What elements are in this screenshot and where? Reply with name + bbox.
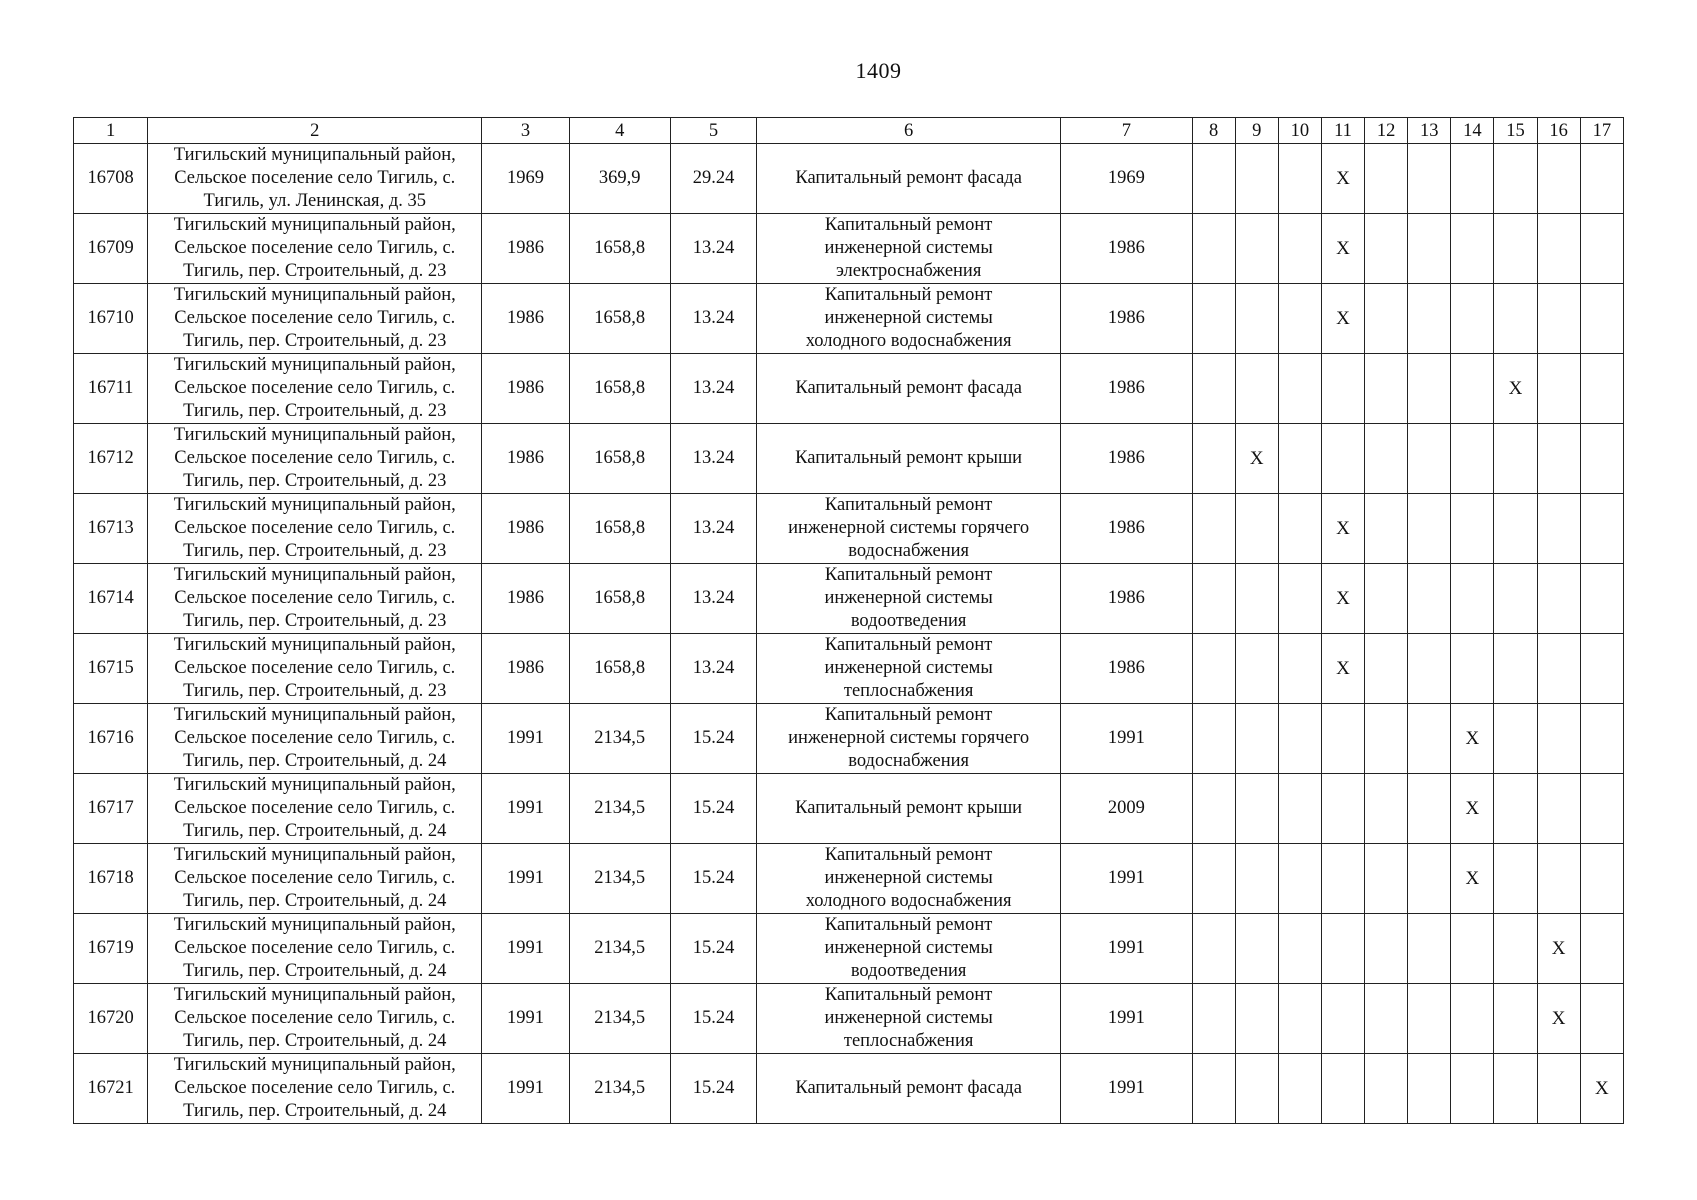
code: 15.24 (670, 704, 756, 774)
empty-cell (1365, 844, 1408, 914)
empty-cell (1278, 774, 1321, 844)
empty-cell (1192, 774, 1235, 844)
empty-cell (1537, 1054, 1580, 1124)
work-type: Капитальный ремонт инженерной системы холодного водоснабжения (757, 284, 1061, 354)
empty-cell (1580, 284, 1623, 354)
empty-cell (1278, 424, 1321, 494)
empty-cell (1451, 424, 1494, 494)
address: Тигильский муниципальный район, Сельское поселение село Тигиль, с. Тигиль, пер. Строительный, д. 24 (148, 844, 482, 914)
table-row (74, 844, 1624, 914)
area: 1658,8 (569, 424, 670, 494)
empty-cell (1580, 704, 1623, 774)
empty-cell (1408, 634, 1451, 704)
empty-cell (1580, 424, 1623, 494)
empty-cell (1235, 284, 1278, 354)
row-id: 16709 (74, 214, 148, 284)
empty-cell (1365, 214, 1408, 284)
empty-cell (1192, 1054, 1235, 1124)
row-id: 16719 (74, 914, 148, 984)
empty-cell (1494, 494, 1537, 564)
empty-cell (1580, 144, 1623, 214)
work-type: Капитальный ремонт фасада (757, 1054, 1061, 1124)
empty-cell (1451, 564, 1494, 634)
empty-cell (1494, 844, 1537, 914)
empty-cell (1192, 144, 1235, 214)
area: 1658,8 (569, 284, 670, 354)
code: 13.24 (670, 214, 756, 284)
empty-cell (1408, 144, 1451, 214)
empty-cell (1408, 494, 1451, 564)
row-id: 16716 (74, 704, 148, 774)
row-id: 16714 (74, 564, 148, 634)
empty-cell (1278, 494, 1321, 564)
code: 13.24 (670, 424, 756, 494)
empty-cell (1580, 844, 1623, 914)
column-header-4: 4 (569, 118, 670, 144)
repair-year: 1986 (1061, 634, 1192, 704)
empty-cell (1235, 844, 1278, 914)
work-type: Капитальный ремонт инженерной системы теплоснабжения (757, 634, 1061, 704)
empty-cell (1580, 214, 1623, 284)
empty-cell (1537, 214, 1580, 284)
repair-year: 1991 (1061, 844, 1192, 914)
address: Тигильский муниципальный район, Сельское поселение село Тигиль, с. Тигиль, пер. Строительный, д. 24 (148, 1054, 482, 1124)
address: Тигильский муниципальный район, Сельское поселение село Тигиль, с. Тигиль, пер. Строительный, д. 24 (148, 704, 482, 774)
mark-x: X (1580, 1054, 1623, 1124)
code: 15.24 (670, 844, 756, 914)
empty-cell (1408, 214, 1451, 284)
repair-year: 1986 (1061, 284, 1192, 354)
empty-cell (1321, 984, 1364, 1054)
work-type: Капитальный ремонт инженерной системы горячего водоснабжения (757, 494, 1061, 564)
mark-x: X (1321, 634, 1364, 704)
empty-cell (1192, 424, 1235, 494)
empty-cell (1321, 354, 1364, 424)
empty-cell (1192, 494, 1235, 564)
repair-register-table (73, 117, 1624, 1124)
empty-cell (1580, 634, 1623, 704)
empty-cell (1278, 844, 1321, 914)
empty-cell (1580, 914, 1623, 984)
column-header-16: 16 (1537, 118, 1580, 144)
build-year: 1986 (482, 284, 569, 354)
row-id: 16712 (74, 424, 148, 494)
area: 2134,5 (569, 704, 670, 774)
address: Тигильский муниципальный район, Сельское поселение село Тигиль, с. Тигиль, пер. Строительный, д. 23 (148, 284, 482, 354)
page-number: 1409 (855, 58, 902, 83)
empty-cell (1537, 284, 1580, 354)
empty-cell (1537, 844, 1580, 914)
code: 13.24 (670, 284, 756, 354)
empty-cell (1235, 494, 1278, 564)
address: Тигильский муниципальный район, Сельское поселение село Тигиль, с. Тигиль, пер. Строительный, д. 23 (148, 424, 482, 494)
repair-year: 2009 (1061, 774, 1192, 844)
column-header-8: 8 (1192, 118, 1235, 144)
empty-cell (1408, 284, 1451, 354)
build-year: 1986 (482, 424, 569, 494)
column-header-7: 7 (1061, 118, 1192, 144)
mark-x: X (1451, 704, 1494, 774)
address: Тигильский муниципальный район, Сельское поселение село Тигиль, с. Тигиль, пер. Строительный, д. 23 (148, 564, 482, 634)
column-header-15: 15 (1494, 118, 1537, 144)
mark-x: X (1451, 774, 1494, 844)
empty-cell (1365, 564, 1408, 634)
empty-cell (1537, 144, 1580, 214)
empty-cell (1365, 774, 1408, 844)
empty-cell (1365, 914, 1408, 984)
row-id: 16711 (74, 354, 148, 424)
empty-cell (1494, 424, 1537, 494)
empty-cell (1494, 1054, 1537, 1124)
empty-cell (1235, 634, 1278, 704)
empty-cell (1580, 564, 1623, 634)
empty-cell (1365, 494, 1408, 564)
empty-cell (1494, 214, 1537, 284)
column-header-13: 13 (1408, 118, 1451, 144)
area: 1658,8 (569, 494, 670, 564)
column-header-2: 2 (148, 118, 482, 144)
mark-x: X (1537, 914, 1580, 984)
work-type: Капитальный ремонт инженерной системы водоотведения (757, 564, 1061, 634)
work-type: Капитальный ремонт инженерной системы холодного водоснабжения (757, 844, 1061, 914)
address: Тигильский муниципальный район, Сельское поселение село Тигиль, с. Тигиль, ул. Ленинская, д. 35 (148, 144, 482, 214)
empty-cell (1321, 914, 1364, 984)
build-year: 1986 (482, 354, 569, 424)
code: 13.24 (670, 634, 756, 704)
empty-cell (1580, 354, 1623, 424)
row-id: 16715 (74, 634, 148, 704)
empty-cell (1494, 774, 1537, 844)
empty-cell (1278, 564, 1321, 634)
mark-x: X (1537, 984, 1580, 1054)
empty-cell (1537, 354, 1580, 424)
empty-cell (1494, 634, 1537, 704)
build-year: 1991 (482, 914, 569, 984)
build-year: 1969 (482, 144, 569, 214)
empty-cell (1451, 984, 1494, 1054)
mark-x: X (1321, 564, 1364, 634)
empty-cell (1365, 634, 1408, 704)
build-year: 1991 (482, 984, 569, 1054)
empty-cell (1408, 774, 1451, 844)
column-header-3: 3 (482, 118, 569, 144)
code: 15.24 (670, 774, 756, 844)
empty-cell (1192, 284, 1235, 354)
empty-cell (1192, 354, 1235, 424)
table-row (74, 704, 1624, 774)
table-row (74, 1054, 1624, 1124)
area: 1658,8 (569, 634, 670, 704)
empty-cell (1278, 354, 1321, 424)
empty-cell (1192, 984, 1235, 1054)
code: 15.24 (670, 984, 756, 1054)
empty-cell (1365, 704, 1408, 774)
repair-year: 1986 (1061, 214, 1192, 284)
empty-cell (1494, 564, 1537, 634)
table-body (74, 144, 1624, 1124)
column-header-12: 12 (1365, 118, 1408, 144)
table-row (74, 354, 1624, 424)
empty-cell (1537, 424, 1580, 494)
row-id: 16717 (74, 774, 148, 844)
empty-cell (1451, 144, 1494, 214)
repair-year: 1991 (1061, 1054, 1192, 1124)
code: 29.24 (670, 144, 756, 214)
mark-x: X (1321, 494, 1364, 564)
row-id: 16713 (74, 494, 148, 564)
mark-x: X (1321, 284, 1364, 354)
column-header-1: 1 (74, 118, 148, 144)
table-row (74, 284, 1624, 354)
empty-cell (1321, 1054, 1364, 1124)
empty-cell (1494, 914, 1537, 984)
area: 1658,8 (569, 214, 670, 284)
column-header-9: 9 (1235, 118, 1278, 144)
empty-cell (1278, 214, 1321, 284)
empty-cell (1278, 284, 1321, 354)
empty-cell (1365, 354, 1408, 424)
empty-cell (1494, 144, 1537, 214)
column-header-6: 6 (757, 118, 1061, 144)
table-row (74, 914, 1624, 984)
empty-cell (1235, 564, 1278, 634)
empty-cell (1537, 774, 1580, 844)
empty-cell (1192, 914, 1235, 984)
build-year: 1991 (482, 844, 569, 914)
empty-cell (1451, 914, 1494, 984)
column-header-11: 11 (1321, 118, 1364, 144)
empty-cell (1408, 564, 1451, 634)
empty-cell (1192, 214, 1235, 284)
empty-cell (1235, 214, 1278, 284)
empty-cell (1408, 844, 1451, 914)
work-type: Капитальный ремонт инженерной системы горячего водоснабжения (757, 704, 1061, 774)
table-row (74, 214, 1624, 284)
empty-cell (1321, 424, 1364, 494)
empty-cell (1235, 354, 1278, 424)
empty-cell (1365, 284, 1408, 354)
empty-cell (1494, 284, 1537, 354)
address: Тигильский муниципальный район, Сельское поселение село Тигиль, с. Тигиль, пер. Строительный, д. 23 (148, 494, 482, 564)
repair-year: 1991 (1061, 704, 1192, 774)
empty-cell (1580, 984, 1623, 1054)
empty-cell (1365, 144, 1408, 214)
column-header-14: 14 (1451, 118, 1494, 144)
empty-cell (1278, 914, 1321, 984)
mark-x: X (1494, 354, 1537, 424)
empty-cell (1408, 1054, 1451, 1124)
repair-year: 1991 (1061, 984, 1192, 1054)
build-year: 1986 (482, 634, 569, 704)
empty-cell (1278, 704, 1321, 774)
area: 2134,5 (569, 984, 670, 1054)
empty-cell (1494, 704, 1537, 774)
empty-cell (1494, 984, 1537, 1054)
table-row (74, 564, 1624, 634)
empty-cell (1192, 844, 1235, 914)
empty-cell (1278, 634, 1321, 704)
code: 13.24 (670, 494, 756, 564)
empty-cell (1451, 214, 1494, 284)
area: 2134,5 (569, 1054, 670, 1124)
empty-cell (1365, 1054, 1408, 1124)
work-type: Капитальный ремонт инженерной системы водоотведения (757, 914, 1061, 984)
empty-cell (1408, 914, 1451, 984)
code: 13.24 (670, 564, 756, 634)
empty-cell (1235, 774, 1278, 844)
empty-cell (1321, 774, 1364, 844)
address: Тигильский муниципальный район, Сельское поселение село Тигиль, с. Тигиль, пер. Строительный, д. 24 (148, 774, 482, 844)
address: Тигильский муниципальный район, Сельское поселение село Тигиль, с. Тигиль, пер. Строительный, д. 23 (148, 354, 482, 424)
empty-cell (1192, 634, 1235, 704)
empty-cell (1451, 354, 1494, 424)
table-row (74, 494, 1624, 564)
empty-cell (1235, 984, 1278, 1054)
empty-cell (1537, 634, 1580, 704)
area: 2134,5 (569, 844, 670, 914)
address: Тигильский муниципальный район, Сельское поселение село Тигиль, с. Тигиль, пер. Строительный, д. 24 (148, 984, 482, 1054)
table-row (74, 144, 1624, 214)
empty-cell (1365, 984, 1408, 1054)
mark-x: X (1321, 144, 1364, 214)
build-year: 1986 (482, 214, 569, 284)
build-year: 1991 (482, 1054, 569, 1124)
table-row (74, 774, 1624, 844)
column-header-5: 5 (670, 118, 756, 144)
row-id: 16721 (74, 1054, 148, 1124)
column-header-17: 17 (1580, 118, 1623, 144)
repair-year: 1986 (1061, 354, 1192, 424)
empty-cell (1537, 704, 1580, 774)
mark-x: X (1321, 214, 1364, 284)
empty-cell (1451, 634, 1494, 704)
address: Тигильский муниципальный район, Сельское поселение село Тигиль, с. Тигиль, пер. Строительный, д. 23 (148, 214, 482, 284)
area: 369,9 (569, 144, 670, 214)
build-year: 1986 (482, 494, 569, 564)
empty-cell (1235, 144, 1278, 214)
area: 2134,5 (569, 914, 670, 984)
work-type: Капитальный ремонт крыши (757, 424, 1061, 494)
code: 15.24 (670, 1054, 756, 1124)
repair-year: 1986 (1061, 424, 1192, 494)
empty-cell (1408, 704, 1451, 774)
build-year: 1986 (482, 564, 569, 634)
empty-cell (1580, 774, 1623, 844)
row-id: 16720 (74, 984, 148, 1054)
empty-cell (1235, 914, 1278, 984)
area: 2134,5 (569, 774, 670, 844)
empty-cell (1321, 844, 1364, 914)
work-type: Капитальный ремонт инженерной системы электроснабжения (757, 214, 1061, 284)
code: 13.24 (670, 354, 756, 424)
mark-x: X (1235, 424, 1278, 494)
empty-cell (1192, 564, 1235, 634)
row-id: 16710 (74, 284, 148, 354)
empty-cell (1451, 284, 1494, 354)
work-type: Капитальный ремонт фасада (757, 144, 1061, 214)
repair-year: 1986 (1061, 564, 1192, 634)
empty-cell (1321, 704, 1364, 774)
row-id: 16708 (74, 144, 148, 214)
address: Тигильский муниципальный район, Сельское поселение село Тигиль, с. Тигиль, пер. Строительный, д. 24 (148, 914, 482, 984)
empty-cell (1580, 494, 1623, 564)
empty-cell (1537, 564, 1580, 634)
area: 1658,8 (569, 564, 670, 634)
empty-cell (1537, 494, 1580, 564)
empty-cell (1192, 704, 1235, 774)
empty-cell (1278, 144, 1321, 214)
empty-cell (1365, 424, 1408, 494)
empty-cell (1235, 704, 1278, 774)
header-row (74, 118, 1624, 144)
address: Тигильский муниципальный район, Сельское поселение село Тигиль, с. Тигиль, пер. Строительный, д. 23 (148, 634, 482, 704)
repair-year: 1986 (1061, 494, 1192, 564)
empty-cell (1408, 424, 1451, 494)
work-type: Капитальный ремонт крыши (757, 774, 1061, 844)
build-year: 1991 (482, 704, 569, 774)
empty-cell (1278, 1054, 1321, 1124)
work-type: Капитальный ремонт фасада (757, 354, 1061, 424)
area: 1658,8 (569, 354, 670, 424)
row-id: 16718 (74, 844, 148, 914)
empty-cell (1408, 984, 1451, 1054)
empty-cell (1235, 1054, 1278, 1124)
empty-cell (1278, 984, 1321, 1054)
build-year: 1991 (482, 774, 569, 844)
mark-x: X (1451, 844, 1494, 914)
empty-cell (1408, 354, 1451, 424)
table-row (74, 984, 1624, 1054)
code: 15.24 (670, 914, 756, 984)
work-type: Капитальный ремонт инженерной системы теплоснабжения (757, 984, 1061, 1054)
empty-cell (1451, 1054, 1494, 1124)
empty-cell (1451, 494, 1494, 564)
repair-year: 1969 (1061, 144, 1192, 214)
repair-year: 1991 (1061, 914, 1192, 984)
table-row (74, 634, 1624, 704)
table-row (74, 424, 1624, 494)
column-header-10: 10 (1278, 118, 1321, 144)
